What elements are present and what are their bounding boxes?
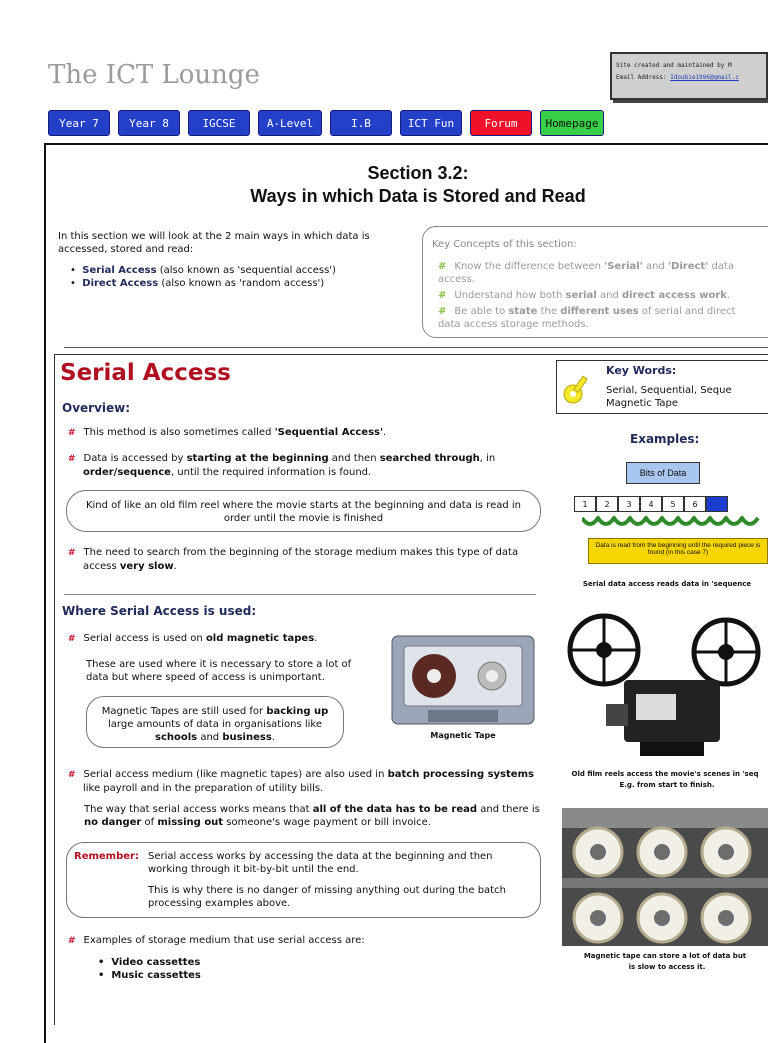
key-concepts-list [438,260,738,331]
example-item: • Music cassettes [98,970,201,981]
section-title: Ways in which Data is Stored and Read [250,186,586,206]
tape-reels-image [562,808,768,946]
example-item: • Video cassettes [98,957,201,968]
section-number: Section 3.2: [367,163,469,183]
reels-caption-1: Magnetic tape can store a lot of data but [583,952,747,960]
diagram-note: Data is read from the beginning until the required piece is found (in this case 7) [588,538,768,564]
remember-text-1: Serial access works by accessing the data at the beginning and then working through it bit-by-bit until the end. [148,851,493,875]
intro-item-serial: • Serial Access (also known as 'sequential access') [70,265,336,276]
credit-email-link[interactable]: Idoubie1996@gmail.c [670,74,739,81]
used-point-2: # Serial access medium (like magnetic tapes) are also used in batch processing systems like payroll and in the preparation of utility bills. [68,769,534,794]
credit-box [610,52,768,100]
overview-heading: Overview: [62,401,131,415]
used-heading: Where Serial Access is used: [62,604,257,618]
key-icon [562,370,598,410]
serial-point-3: # The need to search from the beginning of the storage medium makes this type of data access very slow. [68,547,519,572]
bit-cell: 1 [574,496,596,512]
remember-label: Remember: [74,851,139,862]
nav-button-year-7[interactable]: Year 7 [48,110,110,136]
examples-title: Examples: [630,432,700,446]
used-point-2-detail: The way that serial access works means that all of the data has to be read and there is no danger of missing out someone's wage payment or bill invoice. [84,804,540,828]
nav-button-forum[interactable]: Forum [470,110,532,136]
remember-text-2: This is why there is no danger of missing anything out during the batch processing examples above. [148,885,506,909]
tape-reel-icon [562,808,768,946]
bit-cell-highlight [706,496,728,512]
bit-cell: 6 [684,496,706,512]
credit-email-label: Email Address: [616,74,667,81]
serial-heading: Serial Access [60,360,231,386]
projector-icon [566,608,768,764]
key-words-title: Key Words: [606,364,677,377]
key-concepts-title: Key Concepts of this section: [432,239,577,250]
tape-backup-box: Magnetic Tapes are still used for backing up large amounts of data in organisations like schools and business. [86,696,344,748]
serial-point-1: # This method is also sometimes called 'Sequential Access'. [68,427,387,438]
section-divider [64,347,768,348]
nav-button-i-b[interactable]: I.B [330,110,392,136]
serial-diagram [566,458,768,576]
diagram-caption: Serial data access reads data in 'sequence [582,580,752,588]
key-concept-item: # Know the difference between 'Serial' and 'Direct' data access. [438,261,734,285]
bit-cell: 4 [640,496,662,512]
bits-of-data-label: Bits of Data [626,462,700,484]
nav-button-ict-fun[interactable]: ICT Fun [400,110,462,136]
film-projector-image [566,608,768,764]
key-concept-item: # Be able to state the different uses of serial and direct data access storage methods. [438,306,736,330]
intro-list [70,264,400,290]
used-point-1-detail: These are used where it is necessary to store a lot of data but where speed of access is unimportant. [86,659,352,683]
key-concept-item: # Understand how both serial and direct access work. [438,290,731,301]
bit-cell: 2 [596,496,618,512]
projector-caption-1: Old film reels access the movie's scenes in 'seq [571,770,759,778]
bit-cell: 5 [662,496,684,512]
key-words-text: Serial, Sequential, Seque Magnetic Tape [606,385,732,409]
cassette-icon [388,632,538,730]
intro-item-direct: • Direct Access (also known as 'random access') [70,278,325,289]
reel-wave-icon [582,516,768,530]
used-point-1: # Serial access is used on old magnetic tapes. [68,633,318,644]
bit-cell: 3 [618,496,640,512]
nav-button-homepage[interactable]: Homepage [540,110,604,136]
divider [64,594,536,595]
example-list [98,956,201,982]
credit-line: Site created and maintained by M [616,62,732,69]
nav-button-igcse[interactable]: IGCSE [188,110,250,136]
examples-point: # Examples of storage medium that use serial access are: [68,935,365,946]
nav-button-year-8[interactable]: Year 8 [118,110,180,136]
intro-text: In this section we will look at the 2 main ways in which data is accessed, stored and read: [58,231,370,255]
projector-caption-2: E.g. from start to finish. [619,781,715,789]
nav-button-a-level[interactable]: A-Level [258,110,322,136]
serial-point-2: # Data is accessed by starting at the beginning and then searched through, in order/sequence, until the required information is found. [68,453,496,478]
tape-caption: Magnetic Tape [430,731,496,740]
magnetic-tape-image [388,632,538,730]
reels-caption-2: is slow to access it. [628,963,706,971]
film-reel-box: Kind of like an old film reel where the movie starts at the beginning and data is read in order until the movie is finished [66,490,541,532]
site-title: The ICT Lounge [48,60,260,90]
